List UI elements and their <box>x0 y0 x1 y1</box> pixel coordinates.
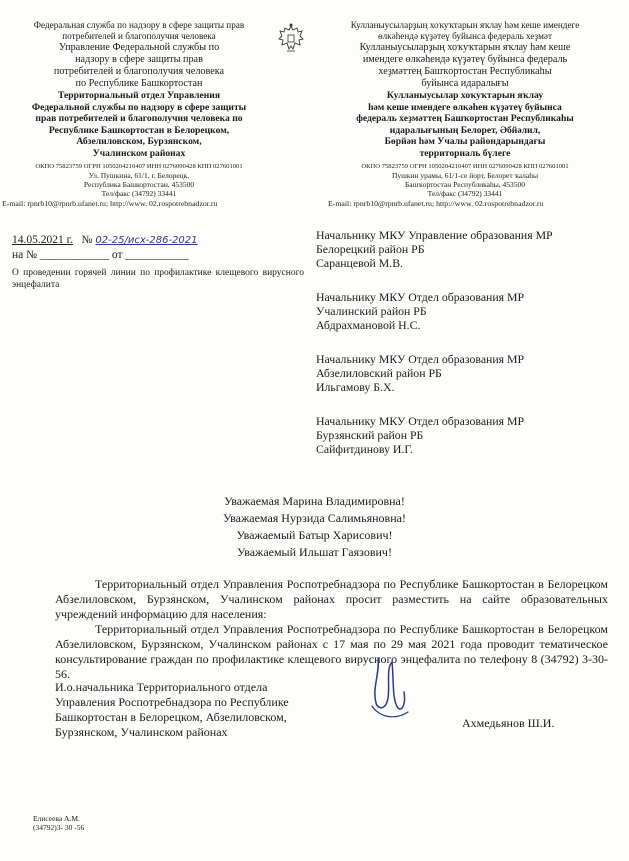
ru-header-line: потребителей и благополучия человека <box>62 31 216 41</box>
signer-name: Ахмедьянов Ш.И. <box>462 716 555 730</box>
body-paragraph: Территориальный отдел Управления Роспотребнадзора по Республике Башкортостан в Белорецком Абзелиловском, Бурзянском, Учалинском районах с 17 мая по 29 мая 2021 года проводит тематическое консультирование граждан по профилактике клещевого вирусного энцефалита по телефону 8 (34792) 3-30-56. <box>55 622 608 681</box>
ru-header-line: надзору в сфере защиты прав <box>75 54 203 65</box>
ru-letterhead <box>2 20 270 208</box>
addressee-name: Ильгамову Б.Х. <box>316 380 395 394</box>
signature-block <box>55 680 315 740</box>
ba-header-codes: ОКПО 75823759 ОГРН 1050204210407 ИНН 0276090428 КПП 027601001 <box>361 163 569 170</box>
ru-header-email: E-mail: rpnrb10@rpnrb.ufanet.ru; http://www. 02.rospotrebnadzor.ru <box>2 199 218 208</box>
addressee-district: Бурзянский район РБ <box>316 428 424 442</box>
ba-letterhead <box>326 20 604 208</box>
executor-block <box>33 814 84 832</box>
letter-body <box>55 577 608 682</box>
ru-header-bold: Республике Башкортостан в Белорецком, <box>48 124 230 136</box>
greeting-line: Уважаемый Батыр Харисович! <box>236 528 393 542</box>
letter-date: 14.05.2021 г. <box>12 234 73 246</box>
in-reply-blank: ____________ <box>39 249 109 261</box>
ru-header-address: Республика Башкортостан, 453500 <box>83 180 195 189</box>
signer-title: Управления Роспотребнадзора по Республике <box>55 695 289 709</box>
ru-header-line: по Республике Башкортостан <box>75 78 203 89</box>
greetings <box>0 493 629 561</box>
ba-header-line: Кулланыусыларҙың хоҡуҡтарын яҡлау һәм кеше имендеге <box>350 20 580 30</box>
greeting-line: Уважаемый Ильшат Гаязович! <box>237 545 392 559</box>
addressee-name: Сайфитдинову И.Г. <box>316 442 413 456</box>
ba-header-address: Пушкин урамы, 61/1-се йорт, Белорет ҡалаһы <box>391 171 539 180</box>
greeting-line: Уважаемая Марина Владимировна! <box>224 494 405 508</box>
addressee-district: Абзелиловский район РБ <box>316 366 442 380</box>
letter-number: 02-25/исх-286-2021 <box>95 235 198 246</box>
ba-header-line: өлкәһендә күҙәтеү буйынса федераль хеҙмәт <box>377 31 553 41</box>
addressee <box>316 352 616 394</box>
ru-header-phone: Тел/факс (34792) 33441 <box>101 189 177 198</box>
ba-header-bold: территориаль бүлеге <box>419 147 511 159</box>
ba-header-bold: һәм кеше имендеге өлкәһен күҙәтеү буйынса <box>368 101 562 113</box>
addressee <box>316 290 616 332</box>
handwritten-signature <box>358 648 418 728</box>
addressee-name: Абдрахмановой Н.С. <box>316 318 421 332</box>
ru-header-line: Федеральная служба по надзору в сфере защиты прав <box>33 20 245 30</box>
in-reply-date-label: от <box>111 249 123 261</box>
in-reply-label: на № <box>12 249 38 261</box>
addressee-district: Учалинский район РБ <box>316 304 427 318</box>
ba-header-bold: идаралығының Белорет, Әбйәлил, <box>389 124 541 136</box>
ba-header-bold: Бөрйән һәм Учалы райондарындағы <box>384 136 546 147</box>
ba-header-line: имендеге өлкәһендә күҙәтеү буйынса федераль <box>362 54 568 65</box>
ba-header-email: E-mail: rpnrb10@rpnrb.ufanet.ru; http://www. 02.rospotrebnadzor.ru <box>328 199 544 208</box>
ru-header-bold: Федеральной службы по надзору в сфере защиты <box>31 101 247 113</box>
body-paragraph: Территориальный отдел Управления Роспотребнадзора по Республике Башкортостан в Белорецком Абзелиловском, Бурзянском, Учалинском районах просит разместить на сайте образовательных учреждений информацию для населения: <box>55 577 608 621</box>
ru-header-address: Ул. Пушкина, 61/1, г. Белорецк, <box>88 171 190 180</box>
number-label: № <box>81 234 93 246</box>
addressee-position: Начальнику МКУ Отдел образования МР <box>316 414 525 428</box>
executor-phone: (34792)3- 30 -56 <box>33 823 85 832</box>
coat-of-arms-icon <box>276 22 306 56</box>
ba-header-address: Башҡортостан Республикаһы, 453500 <box>404 180 525 189</box>
ru-header-codes: ОКПО 75823759 ОГРН 1050204210407 ИНН 0276090428 КПП 027601001 <box>35 163 243 170</box>
ru-header-line: потребителей и благополучия человека <box>53 66 225 77</box>
addressee-name: Саранцевой М.В. <box>316 256 404 270</box>
ru-header-bold: Учалинском районах <box>92 147 186 159</box>
signer-title: И.о.начальника Территориального отдела <box>55 680 268 694</box>
signer-title: Башкортостан в Белорецком, Абзелиловском, <box>55 710 287 724</box>
ru-header-bold: Территориальный отдел Управления <box>57 90 221 101</box>
ba-header-line: хеҙмәттең Башҡортостан Республикаһы <box>378 66 552 77</box>
addressee-position: Начальнику МКУ Отдел образования МР <box>316 290 525 304</box>
ru-header-bold: Абзелиловском, Бурзянском, <box>76 136 202 147</box>
signer-title: Бурзянском, Учалинском районах <box>55 725 228 739</box>
addressee-position: Начальнику МКУ Управление образования МР <box>316 228 553 242</box>
ba-header-bold: Кулланыусылар хоҡуҡтарын яҡлау <box>386 90 544 101</box>
ba-header-line: буйынса идаралығы <box>421 78 509 89</box>
greeting-line: Уважаемая Нурзида Салимьяновна! <box>223 511 406 525</box>
ba-header-line: Кулланыусыларҙың хоҡуҡтарын яҡлау һәм кеше <box>359 42 571 53</box>
executor-name: Елисеева А.М. <box>33 814 80 823</box>
reference-block <box>12 233 198 262</box>
addressee <box>316 228 616 270</box>
addressee <box>316 414 616 456</box>
letter-subject: О проведении горячей линии по профилактике клещевого вирусного энцефалита <box>12 268 304 290</box>
ru-header-bold: прав потребителей и благополучия человека по <box>35 113 243 124</box>
ru-header-line: Управление Федеральной службы по <box>58 42 220 53</box>
addressee-district: Белорецкий район РБ <box>316 242 425 256</box>
addressee-position: Начальнику МКУ Отдел образования МР <box>316 352 525 366</box>
ba-header-phone: Тел/факс (34792) 33441 <box>427 189 503 198</box>
ba-header-bold: федераль хеҙмәттең Башҡортостан Республикаһы <box>356 113 574 124</box>
in-reply-date-blank: ___________ <box>125 249 189 261</box>
